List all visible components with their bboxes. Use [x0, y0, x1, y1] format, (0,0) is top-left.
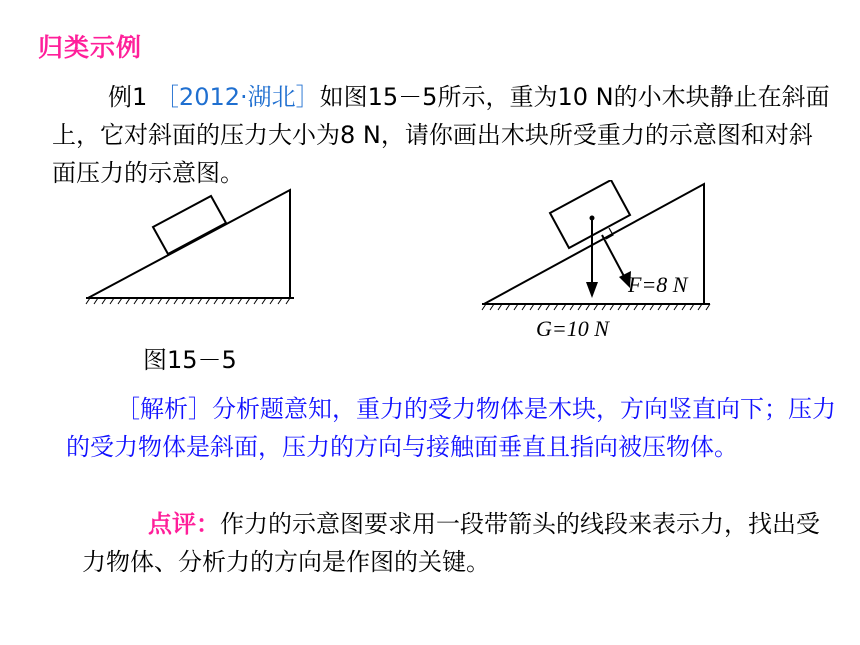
comment-content: 作力的示意图要求用一段带箭头的线段来表示力，找出受力物体、分析力的方向是作图的关键。 — [82, 510, 820, 576]
example-question-text: 如图15－5所示，重为10 N的小木块静止在斜面上，它对斜面的压力大小为8 N，请你画出木块所受重力的示意图和对斜面压力的示意图。 — [52, 83, 830, 187]
example-question — [52, 78, 832, 192]
incline-plain-ramp — [88, 190, 290, 298]
figure-incline-plain — [80, 186, 300, 306]
comment-text — [82, 505, 832, 581]
section-heading: 归类示例 — [38, 33, 143, 62]
example-label: 例1 — [108, 83, 148, 111]
figure-caption: 图15－5 — [143, 346, 237, 374]
analysis-content: ［解析］分析题意知，重力的受力物体是木块，方向竖直向下；压力的受力物体是斜面，压力的方向与接触面垂直且指向被压物体。 — [66, 395, 836, 461]
analysis-text — [66, 390, 836, 466]
figure-incline-forces — [478, 180, 728, 344]
weight-label: G=10 N — [536, 316, 609, 341]
example-source: ［2012·湖北］ — [154, 83, 320, 111]
force-label: F=8 N — [628, 272, 688, 297]
comment-label: 点评： — [148, 510, 220, 538]
